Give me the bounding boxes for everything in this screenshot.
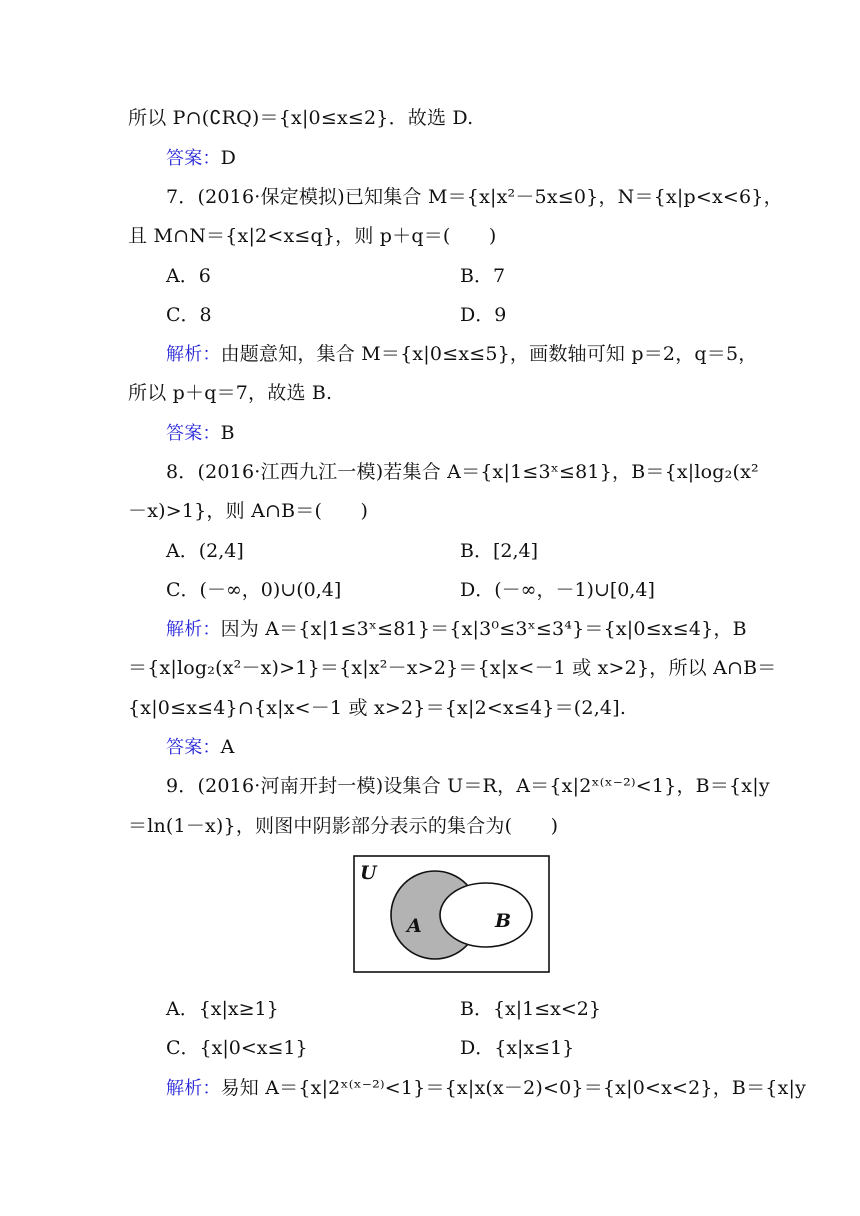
answer-8 [166, 735, 235, 760]
solution-text: 因为 A＝{x|1≤3ˣ≤81}＝{x|3⁰≤3ˣ≤3⁴}＝{x|0≤x≤4}，B [220, 618, 747, 640]
solution-8-line-1 [166, 617, 747, 642]
question-7-line-1: 7．(2016·保定模拟)已知集合 M＝{x|x²－5x≤0}，N＝{x|p<x<6}， [166, 186, 783, 208]
venn-diagram [353, 855, 550, 973]
universe-label: U [360, 862, 377, 884]
question-7-option-c: C．8 [166, 304, 212, 326]
solution-text: 由题意知，集合 M＝{x|0≤x≤5}，画数轴可知 p＝2，q＝5， [220, 343, 758, 365]
answer-label: 答案： [166, 423, 221, 444]
question-9-option-d: D．{x|x≤1} [460, 1037, 575, 1059]
solution-8-line-3: {x|0≤x≤4}∩{x|x<－1 或 x>2}＝{x|2<x≤4}＝(2,4]. [128, 697, 627, 719]
question-9-option-b: B．{x|1≤x<2} [460, 998, 601, 1020]
question-8-option-a: A．(2,4] [166, 540, 244, 562]
question-9-option-a: A．{x|x≥1} [166, 998, 279, 1020]
solution-label: 解析： [166, 344, 221, 365]
question-9-line-1: 9．(2016·河南开封一模)设集合 U＝R，A＝{x|2ˣ⁽ˣ⁻²⁾<1}，B＝{x|y [166, 775, 770, 797]
question-7-option-d: D．9 [460, 304, 507, 326]
solution-7-line-2: 所以 p＋q＝7，故选 B. [128, 382, 333, 404]
solution-7-line-1 [166, 342, 757, 367]
answer-value: D [220, 147, 237, 169]
set-a-label: A [407, 915, 422, 937]
solution-label: 解析： [166, 1078, 221, 1099]
answer-6 [166, 146, 236, 171]
question-7-line-2: 且 M∩N＝{x|2<x≤q}，则 p＋q＝( ) [128, 225, 497, 247]
solution-9-line-1 [166, 1076, 806, 1101]
set-b-ellipse [440, 883, 532, 947]
solution-label: 解析： [166, 619, 221, 640]
venn-svg [353, 855, 550, 973]
question-9-option-c: C．{x|0<x≤1} [166, 1037, 308, 1059]
question-8-option-d: D．(－∞，－1)∪[0,4] [460, 579, 655, 601]
solution-6-conclusion: 所以 P∩(∁RQ)＝{x|0≤x≤2}．故选 D. [128, 107, 474, 129]
solution-8-line-2: ＝{x|log₂(x²－x)>1}＝{x|x²－x>2}＝{x|x<－1 或 x>2}，所以 A∩B＝ [128, 657, 777, 679]
question-8-option-c: C．(－∞，0)∪(0,4] [166, 579, 342, 601]
question-8-line-2: －x)>1}，则 A∩B＝( ) [128, 500, 369, 522]
answer-7 [166, 421, 235, 446]
answer-value: B [220, 422, 235, 444]
solution-text: 易知 A＝{x|2ˣ⁽ˣ⁻²⁾<1}＝{x|x(x－2)<0}＝{x|0<x<2}，B＝{x|y [220, 1077, 807, 1099]
question-9-line-2: ＝ln(1－x)}，则图中阴影部分表示的集合为( ) [128, 815, 559, 837]
answer-value: A [220, 736, 235, 758]
question-7-option-a: A．6 [166, 265, 211, 287]
question-8-option-b: B．[2,4] [460, 540, 539, 562]
answer-label: 答案： [166, 737, 221, 758]
question-8-line-1: 8．(2016·江西九江一模)若集合 A＝{x|1≤3ˣ≤81}，B＝{x|log₂(x² [166, 461, 759, 483]
question-7-option-b: B．7 [460, 265, 506, 287]
answer-label: 答案： [166, 148, 221, 169]
set-b-label: B [495, 910, 512, 932]
